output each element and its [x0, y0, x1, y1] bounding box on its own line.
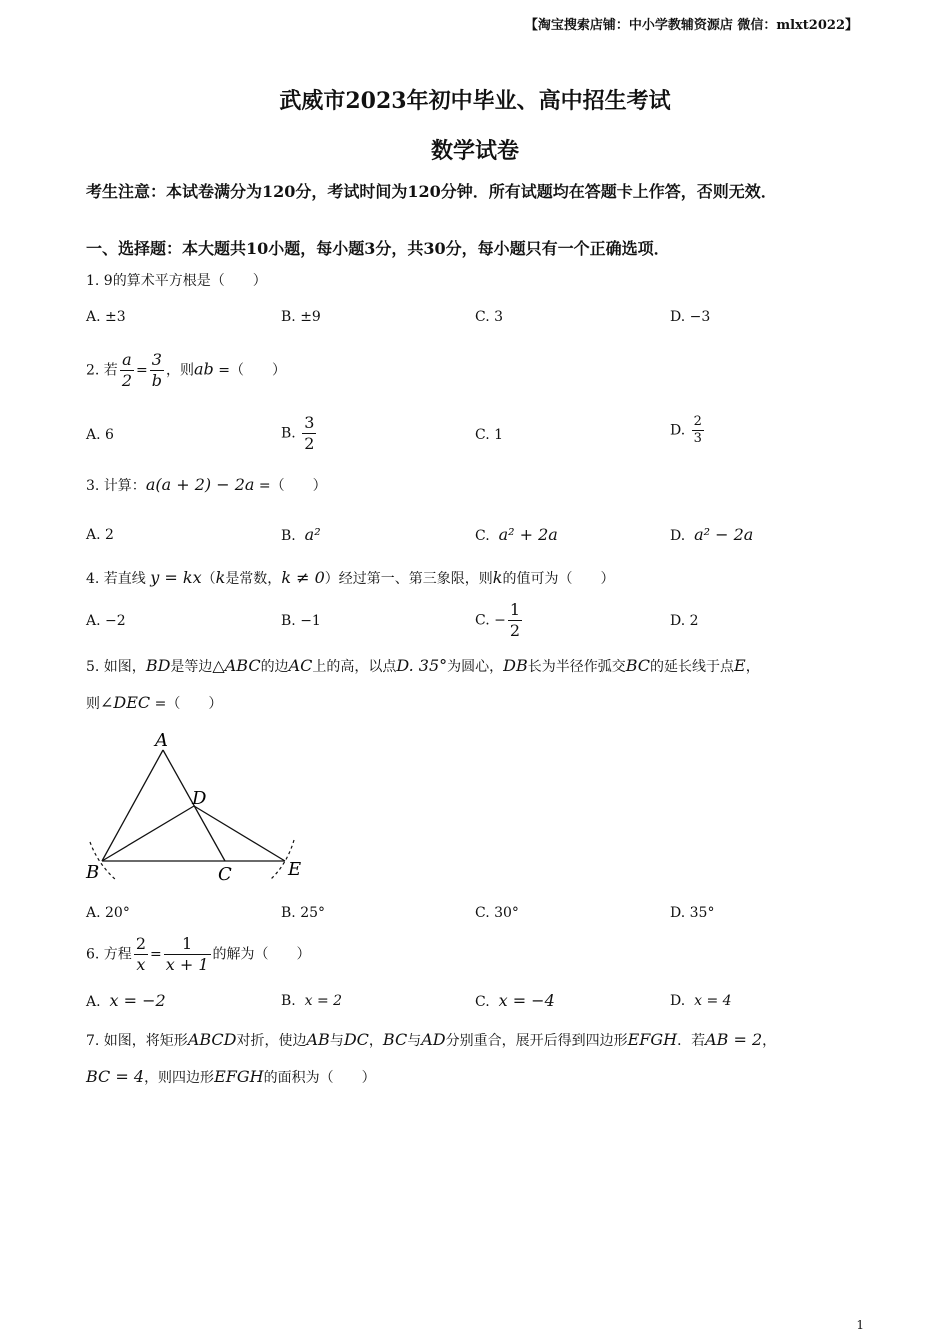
q4-post: 的值可为（ ）	[502, 571, 615, 587]
q3-b-expression: a²	[304, 525, 321, 544]
q7-ab-value: AB = 2	[705, 1030, 763, 1049]
q4-k-condition: k ≠ 0	[281, 568, 325, 587]
q2-ab: ab	[193, 359, 214, 379]
q6-option-d	[670, 993, 732, 1009]
q6-d-expr: x = 4	[694, 993, 732, 1009]
frac-den: 3	[693, 431, 702, 446]
exam-subtitle: 数学试卷	[430, 138, 519, 164]
q5-text: ，	[745, 659, 760, 675]
q7-efgh: EFGH	[214, 1067, 264, 1086]
q3-pre: 3. 计算：	[86, 478, 146, 494]
q2-b-fraction	[302, 413, 316, 454]
q1-option-b: B. ±9	[281, 309, 321, 325]
frac-den: b	[151, 371, 162, 390]
q5-post: =（ ）	[150, 696, 223, 712]
q4-k3: k	[492, 568, 503, 587]
label-e: E	[288, 859, 302, 880]
frac-den: x	[136, 955, 146, 974]
q2-d-fraction	[692, 414, 704, 447]
q2-option-c: C. 1	[475, 427, 504, 443]
q6-post: 的解为（ ）	[212, 946, 311, 963]
q6-fraction-1	[134, 934, 148, 975]
label-a: A	[155, 730, 168, 751]
frac-den: 2	[509, 621, 521, 640]
q5-text: 上的高，以点	[312, 659, 397, 675]
q4-c-fraction	[508, 600, 522, 641]
q5-text: 的边	[260, 659, 289, 675]
equals-sign: =	[136, 362, 148, 379]
q2-fraction-1	[120, 350, 134, 391]
option-prefix: D.	[670, 422, 686, 439]
q5-option-a: A. 20°	[86, 905, 130, 921]
frac-num: 3	[304, 413, 315, 432]
q1-option-d: D. −3	[670, 309, 711, 325]
q4-paren: （	[201, 571, 216, 587]
q3-option-c	[475, 525, 558, 544]
q2-pre: 2. 若	[86, 362, 118, 379]
label-d: D	[192, 788, 207, 809]
question-5-line-2	[86, 693, 222, 713]
q2-option-d	[670, 414, 706, 447]
q1-option-c: C. 3	[475, 309, 504, 325]
q5-db: DB	[503, 656, 528, 675]
side-ab	[102, 750, 163, 861]
q6-pre: 6. 方程	[86, 946, 132, 963]
question-1-stem: 1. 9的算术平方根是（ ）	[86, 273, 267, 289]
q6-option-a	[86, 991, 166, 1010]
q5-option-b: B. 25°	[281, 905, 326, 921]
option-prefix: D.	[670, 993, 686, 1009]
q5-option-c: C. 30°	[475, 905, 519, 921]
option-prefix: C.	[475, 528, 490, 544]
q5-text: 的延长线于点	[650, 659, 735, 675]
exam-notice: 考生注意：本试卷满分为120分，考试时间为120分钟．所有试题均在答题卡上作答，否则无效．	[86, 182, 777, 201]
q4-pre: 4. 若直线	[86, 571, 146, 587]
q3-option-a: A. 2	[86, 527, 114, 543]
q3-option-b	[281, 525, 321, 544]
q7-text: ，则四边形	[144, 1070, 215, 1086]
q7-ad: AD	[421, 1030, 446, 1049]
q5-text: 长为半径作弧交	[527, 659, 626, 675]
q4-option-a: A. −2	[86, 613, 126, 629]
option-prefix: B.	[281, 425, 296, 442]
frac-num: 1	[164, 934, 211, 955]
frac-den: 2	[304, 434, 315, 453]
question-4-stem	[86, 568, 614, 588]
q5-bc: BC	[625, 656, 651, 675]
option-prefix: B.	[281, 993, 296, 1009]
q3-post: =（ ）	[254, 478, 327, 494]
q4-mid: 是常数，	[225, 571, 282, 587]
section-heading: 一、选择题：本大题共10小题，每小题3分，共30分，每小题只有一个正确选项．	[86, 239, 670, 258]
q7-text: 对折，使边	[236, 1033, 307, 1049]
label-b: B	[86, 862, 100, 883]
q7-text: ，	[368, 1033, 383, 1049]
q2-option-b	[281, 413, 318, 454]
option-prefix: C. −	[475, 612, 506, 629]
q7-pre: 7. 如图，将矩形	[86, 1033, 188, 1049]
q3-option-d	[670, 525, 753, 544]
q4-line-eq: y = kx	[150, 568, 202, 587]
q3-c-expression: a² + 2a	[498, 525, 558, 544]
option-prefix: D.	[670, 528, 686, 544]
question-5-line-1	[86, 656, 760, 676]
segment-de	[194, 806, 285, 861]
q4-option-b: B. −1	[281, 613, 321, 629]
label-c: C	[218, 864, 232, 885]
equals-sign: =	[150, 946, 162, 963]
q7-text: 与	[407, 1033, 422, 1049]
q5-pre2: 则	[86, 696, 100, 712]
frac-num: 3	[150, 350, 164, 371]
q4-k: k	[215, 568, 226, 587]
q1-option-a: A. ±3	[86, 309, 126, 325]
q3-d-expression: a² − 2a	[694, 525, 754, 544]
q2-post: ，则	[165, 362, 194, 379]
q5-bd: BD	[145, 656, 171, 675]
q4-mid3: ）经过第一、第三象限，则	[324, 571, 493, 587]
question-7-line-2	[86, 1067, 376, 1087]
question-7-line-1	[86, 1030, 776, 1050]
q2-fraction-2	[150, 350, 164, 391]
q4-option-c	[475, 600, 524, 641]
question-2-stem	[86, 350, 286, 391]
option-prefix: C.	[475, 994, 490, 1010]
q5-option-d: D. 35°	[670, 905, 715, 921]
frac-num: a	[120, 350, 134, 371]
q7-text: ，	[762, 1033, 777, 1049]
frac-num: 2	[693, 414, 702, 429]
option-prefix: B.	[281, 528, 296, 544]
q6-option-b	[281, 993, 342, 1009]
frac-den: 2	[121, 371, 132, 390]
q5-d: D. 35°	[396, 656, 448, 675]
q7-bc-value: BC = 4	[86, 1067, 145, 1086]
segment-bd	[102, 806, 194, 861]
q6-a-expr: x = −2	[109, 991, 166, 1010]
q6-c-expr: x = −4	[498, 991, 555, 1010]
frac-num: 1	[509, 600, 521, 619]
q4-option-d: D. 2	[670, 613, 699, 629]
q6-b-expr: x = 2	[304, 993, 343, 1009]
header-note: 【淘宝搜索店铺：中小学教辅资源店 微信：mlxt2022】	[524, 18, 858, 33]
frac-den: x + 1	[165, 955, 209, 974]
q6-option-c	[475, 991, 555, 1010]
q5-text: 为圆心，	[447, 659, 504, 675]
q5-e: E	[734, 656, 746, 675]
q7-abcd: ABCD	[187, 1030, 237, 1049]
q7-ab: AB	[306, 1030, 330, 1049]
q7-efgh: EFGH	[627, 1030, 678, 1049]
q6-fraction-2	[164, 934, 211, 975]
q7-post: 的面积为（ ）	[263, 1070, 376, 1086]
q5-angle: ∠DEC	[100, 693, 151, 712]
q5-text: 是等边	[170, 659, 213, 675]
q7-text: ．若	[677, 1033, 706, 1049]
q2-option-a: A. 6	[86, 427, 114, 443]
q7-text: 分别重合，展开后得到四边形	[445, 1033, 628, 1049]
option-prefix: A.	[86, 994, 101, 1010]
q3-expression: a(a + 2) − 2a	[145, 475, 255, 494]
q7-bc: BC	[382, 1030, 408, 1049]
q5-ac: AC	[288, 656, 313, 675]
page-number: 1	[856, 1318, 864, 1332]
question-6-stem	[86, 934, 311, 975]
q5-triangle-figure	[80, 728, 320, 888]
frac-num: 2	[135, 934, 146, 953]
q5-pre: 5. 如图，	[86, 659, 146, 675]
q2-post2: =（ ）	[213, 362, 286, 379]
q7-text: 与	[329, 1033, 344, 1049]
q5-triangle: △ABC	[212, 656, 261, 675]
question-3-stem	[86, 475, 327, 495]
exam-title: 武威市2023年初中毕业、高中招生考试	[279, 88, 671, 114]
q7-dc: DC	[343, 1030, 369, 1049]
